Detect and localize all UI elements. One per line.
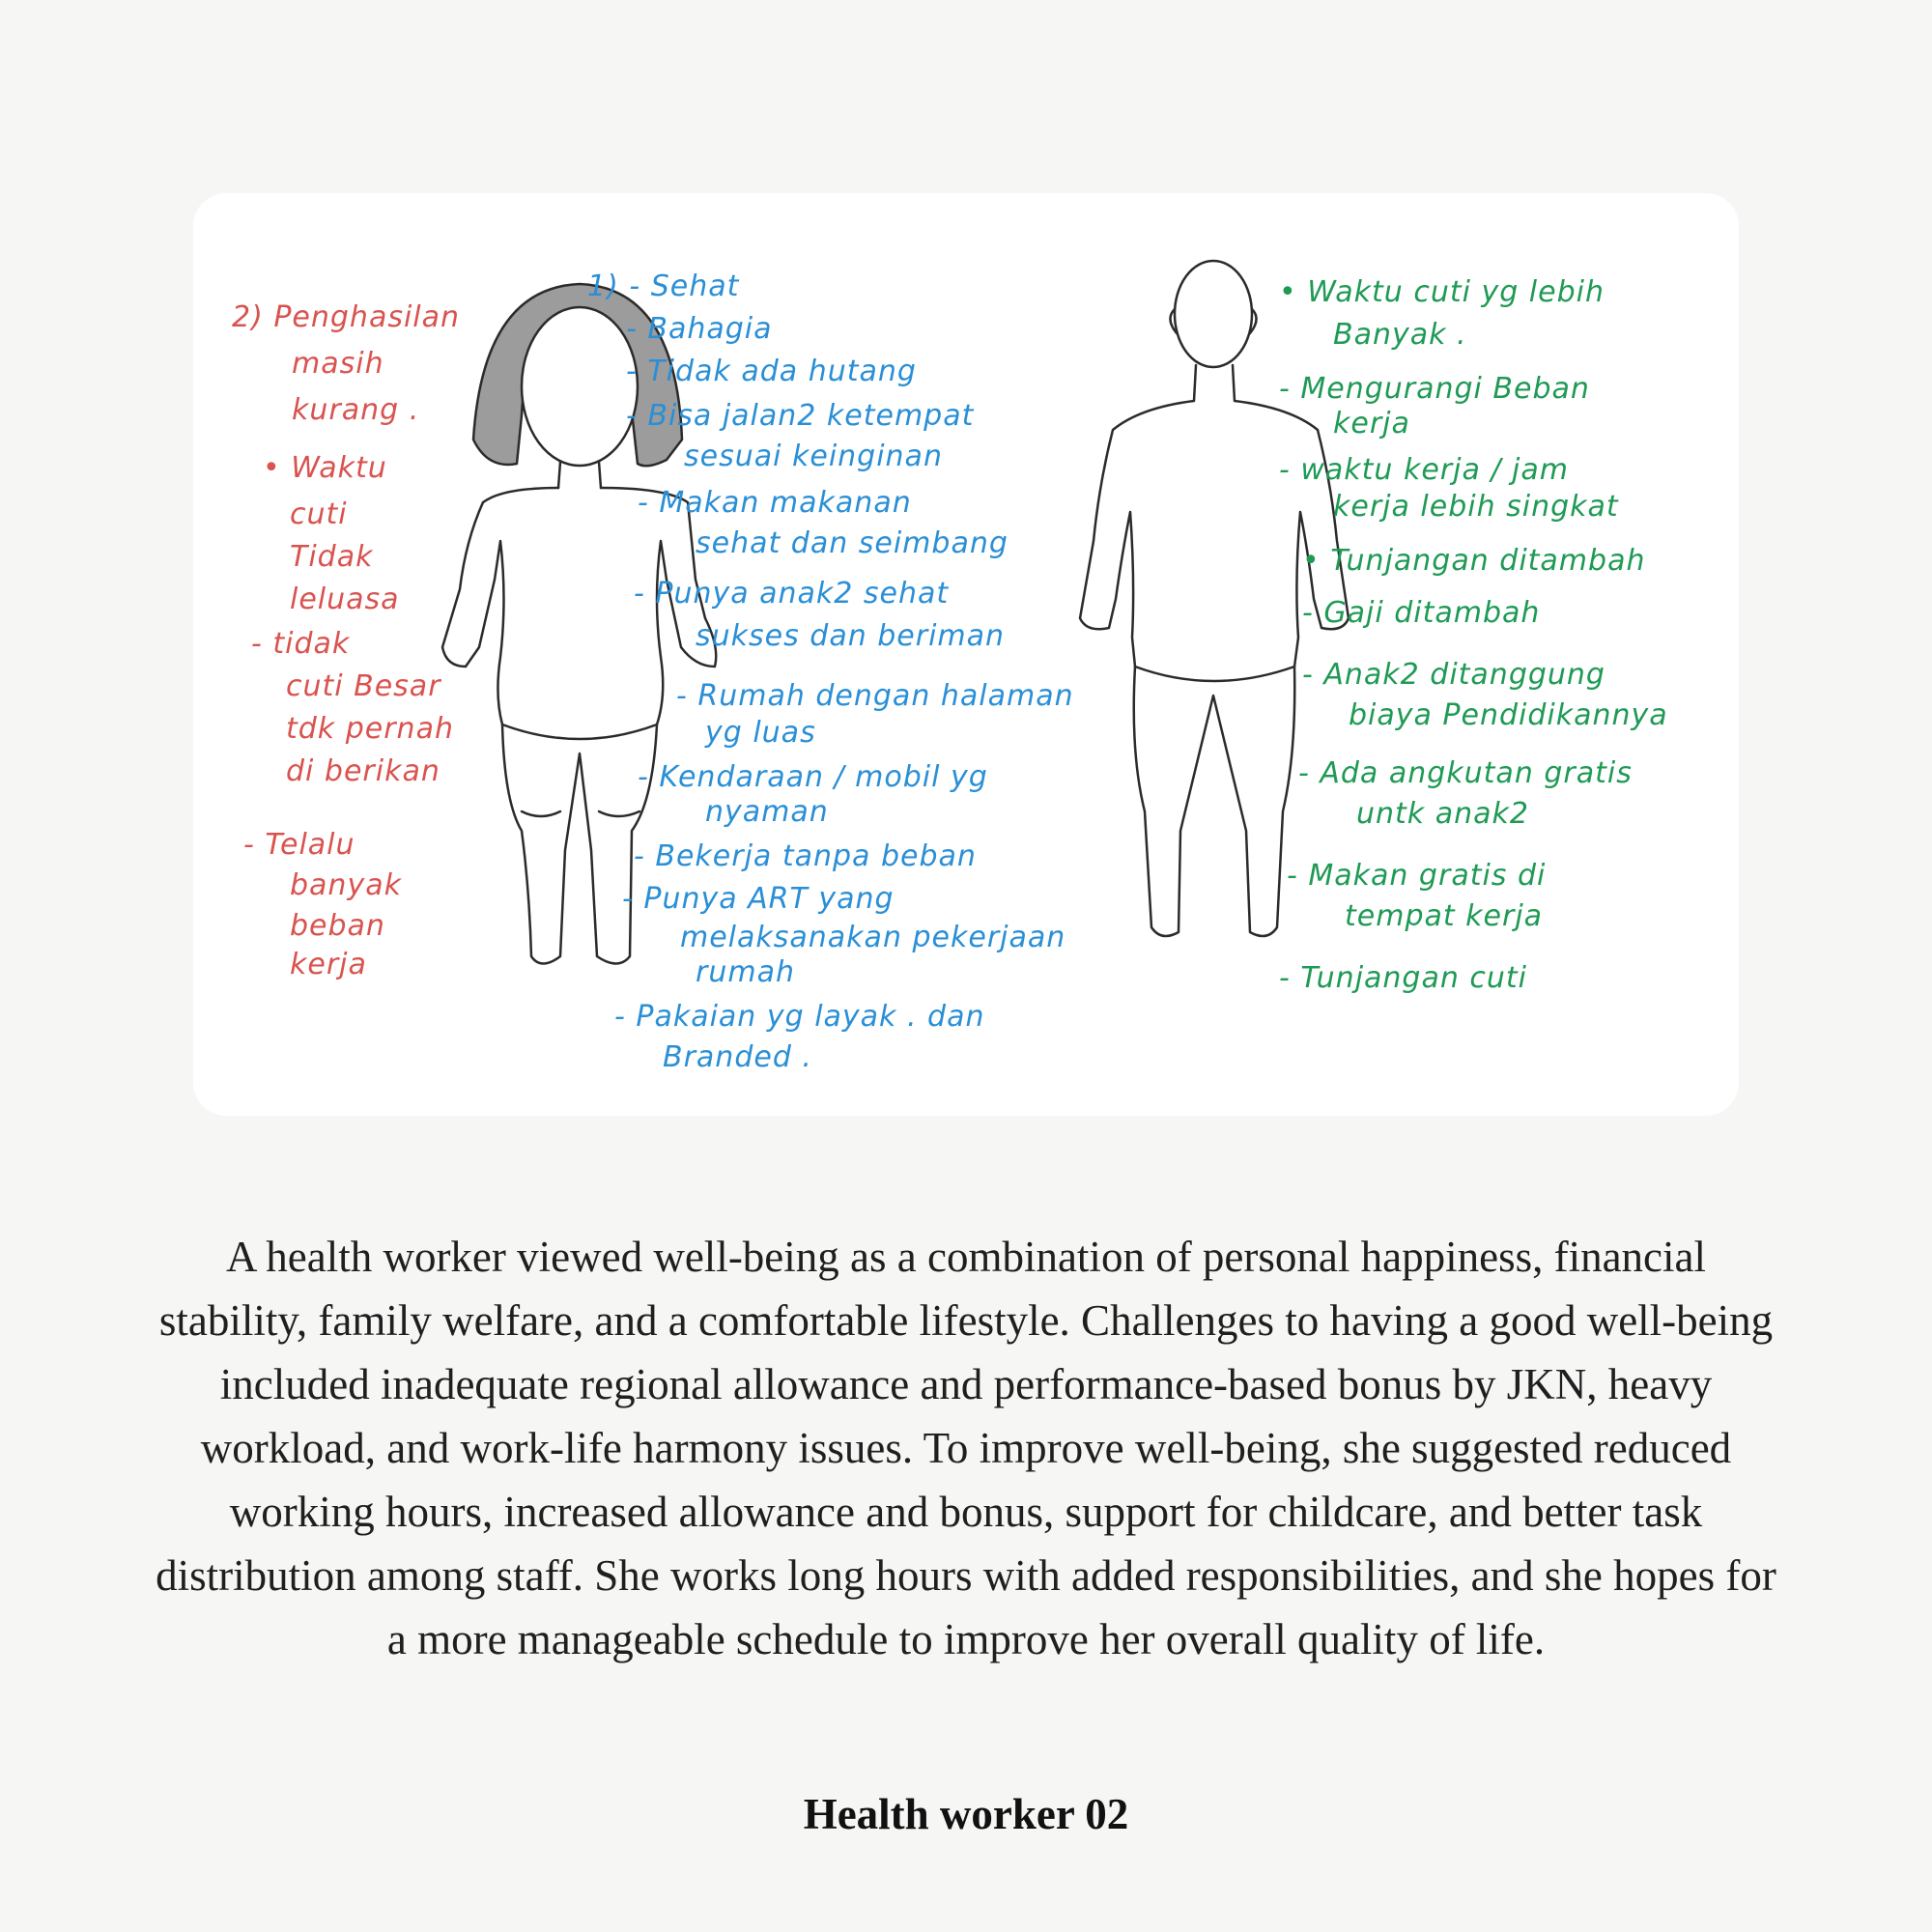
- note-blue: 1) - Sehat: [587, 270, 740, 303]
- female-knees: [522, 811, 639, 816]
- note-blue: - Punya anak2 sehat: [634, 577, 950, 611]
- note-red: tdk pernah: [286, 712, 454, 746]
- note-red: - tidak: [251, 627, 351, 661]
- note-red: di berikan: [286, 754, 440, 788]
- note-red: leluasa: [290, 582, 400, 616]
- note-blue: - Bekerja tanpa beban: [634, 839, 977, 873]
- note-red: Tidak: [290, 540, 374, 574]
- note-green: - Anak2 ditanggung: [1302, 658, 1605, 692]
- female-torso: [442, 488, 716, 739]
- note-blue: nyaman: [705, 795, 829, 829]
- male-legs: [1134, 667, 1295, 936]
- male-head: [1175, 261, 1252, 367]
- female-head: [522, 307, 638, 466]
- note-green: - Ada angkutan gratis: [1298, 756, 1633, 790]
- note-green: - Tunjangan cuti: [1279, 961, 1528, 995]
- note-red: - Telalu: [243, 828, 355, 862]
- note-red: cuti: [290, 497, 348, 531]
- note-green: - waktu kerja / jam: [1279, 453, 1569, 487]
- note-green: - Gaji ditambah: [1302, 596, 1541, 630]
- note-red: masih: [292, 347, 384, 381]
- note-green: untk anak2: [1356, 797, 1529, 831]
- note-red: beban: [290, 909, 385, 943]
- body-map-drawing: [193, 193, 1739, 1116]
- note-blue: melaksanakan pekerjaan: [680, 921, 1066, 954]
- description-paragraph: [155, 1225, 1777, 1671]
- note-blue: - Makan makanan: [638, 486, 912, 520]
- note-blue: sehat dan seimbang: [696, 526, 1009, 560]
- note-red: cuti Besar: [286, 669, 441, 703]
- note-red: kerja: [290, 948, 367, 981]
- note-green: • Tunjangan ditambah: [1302, 544, 1646, 578]
- challenges-notes: [232, 300, 460, 981]
- note-green: tempat kerja: [1345, 899, 1544, 933]
- note-red: kurang .: [292, 393, 420, 427]
- note-green: • Waktu cuti yg lebih: [1279, 275, 1605, 309]
- note-blue: - Bahagia: [626, 312, 773, 346]
- note-green: Banyak .: [1333, 318, 1467, 352]
- note-blue: - Punya ART yang: [622, 882, 895, 916]
- note-blue: - Tidak ada hutang: [626, 355, 917, 388]
- note-blue: - Bisa jalan2 ketempat: [626, 399, 975, 433]
- note-blue: sesuai keinginan: [684, 440, 943, 473]
- note-blue: sukses dan beriman: [696, 619, 1006, 653]
- note-blue: Branded .: [663, 1040, 812, 1074]
- note-green: - Makan gratis di: [1287, 859, 1547, 893]
- description-text: A health worker viewed well-being as a combination of personal happiness, financial stability, family welfare, and a comfortable lifestyle. Challenges to having a good well-being included inadequate regional allowance and performance-based bonus by JKN, heavy workload, and work-life harmony issues. To improve well-being, she suggested reduced working hours, increased allowance and bonus, support for childcare, and better task distribution among staff. She works long hours with added responsibilities, and she hopes for a more manageable schedule to improve her overall quality of life.: [156, 1233, 1776, 1663]
- note-blue: - Kendaraan / mobil yg: [638, 760, 988, 794]
- note-green: kerja lebih singkat: [1333, 490, 1619, 524]
- note-green: - Mengurangi Beban: [1279, 372, 1590, 406]
- note-blue: - Pakaian yg layak . dan: [614, 1000, 985, 1034]
- participant-label: Health worker 02: [803, 1790, 1129, 1838]
- note-blue: rumah: [696, 955, 795, 989]
- drawing-card: [193, 193, 1739, 1116]
- note-red: • Waktu: [263, 451, 387, 485]
- improvement-notes: [1279, 275, 1668, 995]
- note-red: banyak: [290, 868, 402, 902]
- note-green: kerja: [1333, 407, 1410, 440]
- male-body: [1080, 365, 1349, 681]
- note-green: biaya Pendidikannya: [1349, 698, 1668, 732]
- note-red: 2) Penghasilan: [232, 300, 461, 334]
- note-blue: yg luas: [705, 716, 816, 750]
- note-blue: - Rumah dengan halaman: [676, 679, 1074, 713]
